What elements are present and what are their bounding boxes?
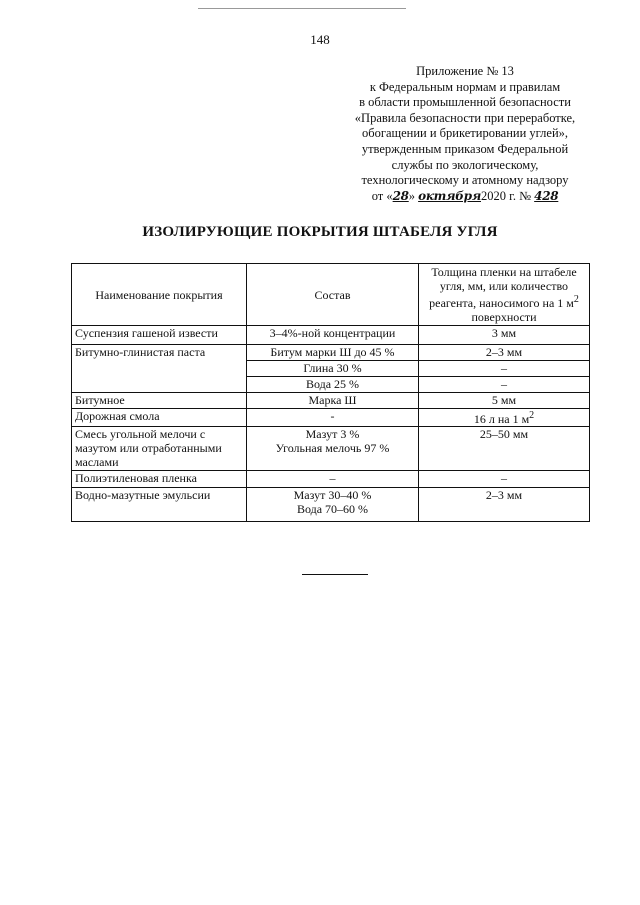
- cell-composition: Битум марки Ш до 45 %: [247, 345, 419, 361]
- appendix-line: к Федеральным нормам и правилам: [369, 79, 561, 94]
- cell-composition: Вода 25 %: [247, 377, 419, 393]
- cell-composition: –: [247, 471, 419, 488]
- page-number: 148: [310, 32, 330, 47]
- table-row: [72, 409, 590, 427]
- composition-line: Вода 70–60 %: [296, 502, 369, 516]
- appendix-line: службы по экологическому,: [391, 157, 539, 172]
- cell-thickness-text: 16 л на 1 м: [473, 412, 530, 426]
- cell-name: Смесь угольной мелочи с мазутом или отработанными маслами: [72, 427, 247, 471]
- cell-composition: Глина 30 %: [247, 361, 419, 377]
- top-rule: [198, 8, 406, 9]
- cell-thickness: 2–3 мм: [419, 488, 590, 522]
- document-title: ИЗОЛИРУЮЩИЕ ПОКРЫТИЯ ШТАБЕЛЯ УГЛЯ: [142, 224, 498, 240]
- cell-composition: 3–4%-ной концентрации: [247, 326, 419, 345]
- cell-composition: Марка Ш: [247, 393, 419, 409]
- cell-thickness: [419, 409, 590, 427]
- header-composition: Состав: [247, 264, 419, 326]
- cell-name: Полиэтиленовая пленка: [72, 471, 247, 488]
- coverings-table: [71, 263, 590, 522]
- cell-thickness-sup: 2: [529, 410, 535, 421]
- table-row: [72, 471, 590, 488]
- order-date-mid: »: [408, 188, 419, 203]
- cell-name: Дорожная смола: [72, 409, 247, 427]
- appendix-block: [330, 64, 600, 204]
- header-thickness-tail: поверхности: [471, 310, 537, 324]
- appendix-line: утвержденным приказом Федеральной: [361, 141, 569, 156]
- table-row: [72, 393, 590, 409]
- header-name: Наименование покрытия: [72, 264, 247, 326]
- header-thickness-text: Толщина пленки на штабеле угля, мм, или количество реагента, наносимого на 1 м: [429, 265, 577, 310]
- appendix-line: в области промышленной безопасности: [359, 95, 571, 110]
- cell-thickness: 3 мм: [419, 326, 590, 345]
- cell-thickness: 25–50 мм: [419, 427, 590, 471]
- cell-composition: -: [247, 409, 419, 427]
- cell-name: Битумное: [72, 393, 247, 409]
- composition-line: Мазут 30–40 %: [293, 488, 372, 502]
- table-row: [72, 326, 590, 345]
- header-thickness-sup: 2: [573, 294, 579, 305]
- order-number: 428: [534, 188, 559, 203]
- appendix-line: «Правила безопасности при переработке,: [354, 110, 576, 125]
- cell-composition: [247, 427, 419, 471]
- cell-thickness: 2–3 мм: [419, 345, 590, 361]
- cell-thickness: –: [419, 471, 590, 488]
- table-row: [72, 427, 590, 471]
- composition-line: Угольная мелочь 97 %: [275, 441, 390, 455]
- end-rule: [302, 574, 368, 575]
- header-thickness: [419, 264, 590, 326]
- order-year: 2020 г. №: [481, 188, 535, 203]
- cell-name: Суспензия гашеной извести: [72, 326, 247, 345]
- composition-line: Мазут 3 %: [305, 427, 360, 441]
- appendix-line: обогащении и брикетировании углей»,: [361, 126, 569, 141]
- appendix-line: Приложение № 13: [416, 64, 514, 78]
- order-date-prefix: от «: [371, 188, 393, 203]
- order-date-line: [330, 189, 600, 205]
- table-row: [72, 345, 590, 361]
- order-month: октября: [418, 188, 481, 203]
- cell-thickness: –: [419, 377, 590, 393]
- table-row: [72, 488, 590, 522]
- cell-name: Битумно-глинистая паста: [72, 345, 247, 393]
- cell-name: Водно-мазутные эмульсии: [72, 488, 247, 522]
- table-header-row: [72, 264, 590, 326]
- cell-composition: [247, 488, 419, 522]
- cell-thickness: –: [419, 361, 590, 377]
- appendix-line: технологическому и атомному надзору: [361, 173, 569, 188]
- cell-thickness: 5 мм: [419, 393, 590, 409]
- order-day: 28: [392, 188, 409, 203]
